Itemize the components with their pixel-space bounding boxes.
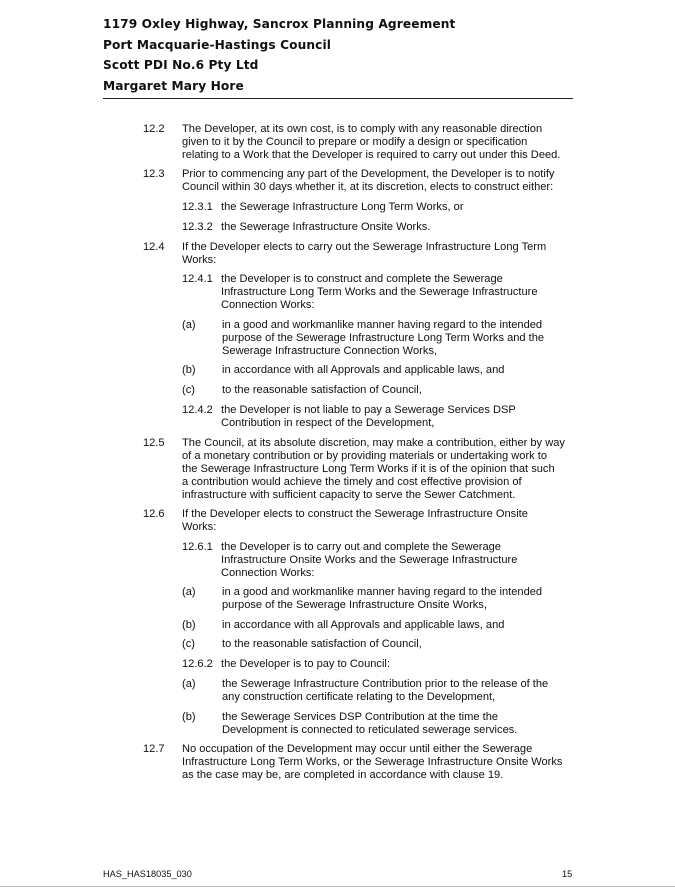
- clause-line: in a good and workmanlike manner having regard to the intended: [222, 319, 543, 331]
- clause-line: the Developer is to construct and complete the Sewerage: [221, 273, 503, 285]
- clause-line: Infrastructure Onsite Works and the Sewerage Infrastructure: [221, 554, 518, 566]
- clause-line: Works:: [182, 254, 217, 266]
- clause-line: infrastructure with sufficient capacity to serve the Sewer Catchment.: [182, 489, 516, 501]
- clause-text: [182, 241, 546, 267]
- clause-text: [222, 619, 504, 632]
- clause-line: The Council, at its absolute discretion, may make a contribution, either by way: [182, 437, 565, 449]
- clause-number: 12.6: [143, 508, 165, 520]
- clause-line: Works:: [182, 521, 217, 533]
- clause-text: [221, 541, 517, 580]
- clause-number: (b): [182, 619, 196, 631]
- clause-number: 12.4.2: [182, 404, 213, 416]
- clause-line: If the Developer elects to construct the Sewerage Infrastructure Onsite: [182, 508, 528, 520]
- clause-line: in accordance with all Approvals and applicable laws, and: [222, 619, 505, 631]
- clause-line: relating to a Work that the Developer is required to carry out under this Deed.: [182, 149, 561, 161]
- clause-number: 12.7: [143, 743, 165, 755]
- clause-text: [182, 508, 528, 534]
- clause-line: Connection Works:: [221, 299, 315, 311]
- clause-line: If the Developer elects to carry out the Sewerage Infrastructure Long Term: [182, 241, 547, 253]
- clause-line: Contribution in respect of the Development,: [221, 417, 435, 429]
- clause-line: Prior to commencing any part of the Development, the Developer is to notify: [182, 168, 555, 180]
- clause-line: No occupation of the Development may occur until either the Sewerage: [182, 743, 533, 755]
- header-title: 1179 Oxley Highway, Sancrox Planning Agreement: [103, 17, 456, 31]
- clause-line: the Sewerage Infrastructure Contribution prior to the release of the: [222, 678, 549, 690]
- clause-text: [221, 221, 430, 234]
- clause-number: (b): [182, 711, 196, 723]
- clause-line: the Sewerage Infrastructure Long Term Works if it is of the opinion that such: [182, 463, 555, 475]
- clause-text: [222, 319, 544, 358]
- header-party-council: Port Macquarie-Hastings Council: [103, 37, 332, 52]
- clause-number: (a): [182, 586, 196, 598]
- clause-line: Development is connected to reticulated sewerage services.: [222, 724, 518, 736]
- clause-line: purpose of the Sewerage Infrastructure Onsite Works,: [222, 599, 487, 611]
- clause-text: [222, 678, 548, 704]
- clause-line: Sewerage Infrastructure Connection Works,: [222, 345, 437, 357]
- clause-text: [221, 404, 516, 430]
- clause-number: 12.3.2: [182, 221, 213, 233]
- footer-page-number: 15: [562, 869, 573, 879]
- clause-number: (a): [182, 678, 196, 690]
- clause-line: to the reasonable satisfaction of Council,: [222, 384, 422, 396]
- clause-line: Infrastructure Long Term Works and the Sewerage Infrastructure: [221, 286, 538, 298]
- clause-line: Council within 30 days whether it, at its discretion, elects to construct either:: [182, 181, 554, 193]
- clause-number: 12.2: [143, 123, 165, 135]
- clause-line: any construction certificate relating to the Development,: [222, 691, 496, 703]
- clause-number: 12.3: [143, 168, 165, 180]
- clause-text: [221, 658, 390, 671]
- clause-line: The Developer, at its own cost, is to comply with any reasonable direction: [182, 123, 543, 135]
- clause-line: the Sewerage Infrastructure Long Term Works, or: [221, 201, 464, 213]
- clause-line: the Sewerage Services DSP Contribution at the time the: [222, 711, 499, 723]
- clause-line: the Developer is not liable to pay a Sewerage Services DSP: [221, 404, 516, 416]
- clause-text: [182, 168, 554, 194]
- clause-line: the Sewerage Infrastructure Onsite Works.: [221, 221, 431, 233]
- footer-doc-ref: HAS_HAS18035_030: [103, 869, 192, 879]
- header-rule: [103, 98, 573, 99]
- clause-number: 12.5: [143, 437, 165, 449]
- clause-line: as the case may be, are completed in accordance with clause 19.: [182, 769, 504, 781]
- header-party-developer: Scott PDI No.6 Pty Ltd: [103, 58, 259, 73]
- header-party-owner: Margaret Mary Hore: [103, 78, 244, 93]
- clause-text: [182, 437, 565, 502]
- clause-number: (b): [182, 364, 196, 376]
- clause-line: in a good and workmanlike manner having regard to the intended: [222, 586, 543, 598]
- clause-text: [221, 201, 464, 214]
- clause-text: [222, 638, 422, 651]
- clause-line: to the reasonable satisfaction of Council,: [222, 638, 422, 650]
- clause-number: 12.6.2: [182, 658, 213, 670]
- clause-text: [222, 711, 517, 737]
- clause-line: the Developer is to carry out and complete the Sewerage: [221, 541, 501, 553]
- document-header: [103, 14, 573, 99]
- clause-line: Connection Works:: [221, 567, 315, 579]
- clause-line: given to it by the Council to prepare or modify a design or specification: [182, 136, 528, 148]
- clause-text: [222, 364, 504, 377]
- clause-text: [222, 384, 422, 397]
- clause-text: [182, 123, 560, 162]
- clause-number: (c): [182, 384, 195, 396]
- clause-line: the Developer is to pay to Council:: [221, 658, 390, 670]
- clause-text: [221, 273, 538, 312]
- clause-text: [222, 586, 542, 612]
- clause-number: 12.3.1: [182, 201, 213, 213]
- clause-number: (c): [182, 638, 195, 650]
- clause-number: 12.6.1: [182, 541, 213, 553]
- clause-line: of a monetary contribution or by providing materials or undertaking work to: [182, 450, 548, 462]
- clause-number: 12.4.1: [182, 273, 213, 285]
- clause-line: purpose of the Sewerage Infrastructure Long Term Works and the: [222, 332, 545, 344]
- page-bottom-edge: [0, 886, 675, 887]
- clause-number: 12.4: [143, 241, 165, 253]
- clause-number: (a): [182, 319, 196, 331]
- clause-line: in accordance with all Approvals and applicable laws, and: [222, 364, 505, 376]
- clause-line: a contribution would achieve the timely and cost effective provision of: [182, 476, 522, 488]
- clause-line: Infrastructure Long Term Works, or the Sewerage Infrastructure Onsite Works: [182, 756, 563, 768]
- clause-text: [182, 743, 562, 782]
